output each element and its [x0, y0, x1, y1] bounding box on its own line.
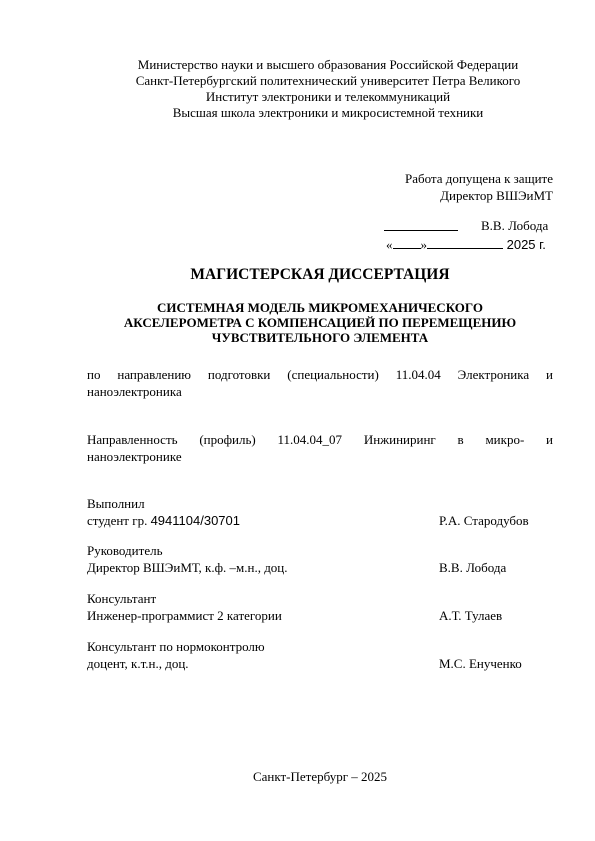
city-year-footer: Санкт-Петербург – 2025	[252, 769, 388, 784]
approval-date-line	[386, 236, 546, 253]
profile-name-start: Инжиниринг в микро- и	[342, 432, 553, 447]
date-open-quote: «	[386, 237, 393, 252]
role-name-supervisor: В.В. Лобода	[439, 560, 507, 575]
profile-line-1	[87, 431, 553, 448]
approval-line-2: Директор ВШЭиМТ	[440, 188, 553, 203]
title-line-2: АКСЕЛЕРОМЕТРА С КОМПЕНСАЦИЕЙ ПО ПЕРЕМЕЩЕНИЮ	[123, 315, 517, 330]
role-name-author: Р.А. Стародубов	[439, 513, 529, 528]
date-day-blank	[393, 236, 421, 249]
institution-header	[60, 57, 595, 121]
ministry-line: Министерство науки и высшего образования Российской Федерации	[137, 57, 519, 72]
title-line-3: ЧУВСТВИТЕЛЬНОГО ЭЛЕМЕНТА	[211, 330, 429, 345]
date-year: 2025 г.	[503, 237, 546, 252]
role-label-consultant: Консультант	[87, 591, 157, 606]
direction-line-1	[87, 366, 553, 383]
signature-line	[384, 217, 458, 231]
direction-prefix: по направлению подготовки (специальности)	[87, 367, 396, 382]
thesis-title	[90, 300, 550, 345]
profile-code: 11.04.04_07	[277, 432, 343, 447]
approval-signer-name: В.В. Лобода	[481, 218, 549, 233]
role-position-norm-control: доцент, к.т.н., доц.	[87, 656, 189, 671]
role-position-consultant: Инженер-программист 2 категории	[87, 608, 282, 623]
title-line-1: СИСТЕМНАЯ МОДЕЛЬ МИКРОМЕХАНИЧЕСКОГО	[157, 300, 483, 315]
student-group: 4941104/30701	[150, 513, 240, 528]
direction-code: 11.04.04	[395, 367, 441, 382]
date-close-quote: »	[420, 237, 427, 252]
institute-line: Институт электроники и телекоммуникаций	[205, 89, 451, 104]
direction-name-start: Электроника и	[440, 367, 553, 382]
university-line: Санкт-Петербургский политехнический университет Петра Великого	[135, 73, 521, 88]
role-name-consultant: А.Т. Тулаев	[439, 608, 503, 623]
author-position-text: студент гр.	[87, 513, 151, 528]
document-type: МАГИСТЕРСКАЯ ДИССЕРТАЦИЯ	[190, 266, 450, 283]
profile-prefix: Направленность (профиль)	[87, 432, 278, 447]
role-name-norm-control: М.С. Енученко	[439, 656, 522, 671]
approval-block	[405, 170, 553, 204]
role-position-supervisor: Директор ВШЭиМТ, к.ф. –м.н., доц.	[87, 560, 288, 575]
date-month-blank	[427, 236, 503, 249]
approval-line-1: Работа допущена к защите	[404, 171, 553, 186]
profile-paragraph	[87, 431, 553, 465]
role-label-norm-control: Консультант по нормоконтролю	[87, 639, 265, 654]
profile-line-2: наноэлектронике	[87, 449, 182, 464]
direction-line-2: наноэлектроника	[87, 384, 182, 399]
role-position-author	[87, 513, 240, 529]
role-label-supervisor: Руководитель	[87, 543, 163, 558]
role-label-author: Выполнил	[87, 496, 145, 511]
direction-paragraph	[87, 366, 553, 400]
school-line: Высшая школа электроники и микросистемной техники	[172, 105, 484, 120]
